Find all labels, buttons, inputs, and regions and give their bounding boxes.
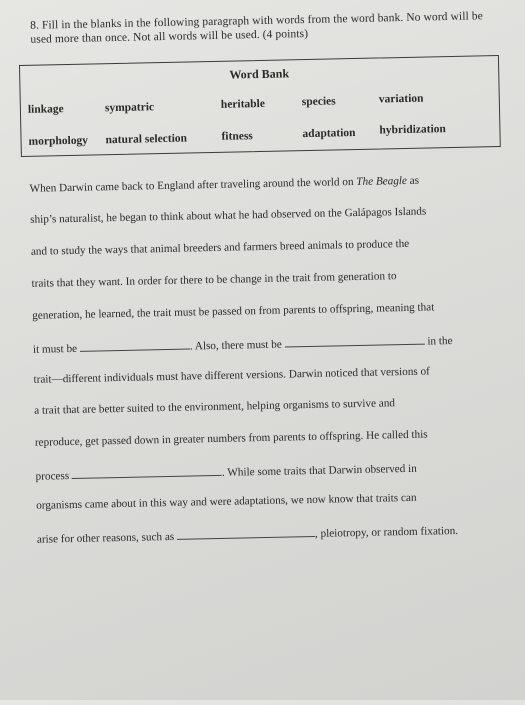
passage-line: generation, he learned, the trait must be passed on from parents to offspring, meaning that xyxy=(32,301,435,322)
word-bank-word: variation xyxy=(378,92,424,106)
answer-blank-4[interactable] xyxy=(177,526,315,540)
passage xyxy=(29,173,504,546)
passage-text: . Also, there must be xyxy=(189,338,285,353)
passage-line: trait—different individuals must have different versions. Darwin noticed that versions of xyxy=(33,365,430,386)
answer-blank-1[interactable] xyxy=(80,339,190,352)
passage-text: as xyxy=(406,174,420,187)
word-bank-word: natural selection xyxy=(105,132,188,147)
passage-line xyxy=(29,175,419,195)
passage-line: reproduce, get passed down in greater numbers from parents to offspring. He called this xyxy=(34,428,428,449)
passage-line xyxy=(33,333,453,356)
ship-name: The Beagle xyxy=(356,174,408,188)
passage-line xyxy=(37,523,458,546)
passage-text: . While some traits that Darwin observed in xyxy=(221,462,417,479)
passage-line: ship’s naturalist, he began to think about what he had observed on the Galápagos Islands xyxy=(30,205,427,226)
word-bank-box xyxy=(19,55,501,157)
passage-text: arise for other reasons, such as xyxy=(36,530,178,546)
word-bank-word: hybridization xyxy=(379,123,447,137)
passage-line: traits that they want. In order for there to be change in the trait from generation to xyxy=(31,270,397,290)
word-bank-word: morphology xyxy=(28,134,89,148)
passage-text: , pleiotropy, or random fixation. xyxy=(314,524,459,540)
passage-text: it must be xyxy=(32,342,80,356)
passage-line: and to study the ways that animal breeders and farmers breed animals to produce the xyxy=(30,237,410,258)
passage-text: process xyxy=(35,470,73,483)
passage-text: When Darwin came back to England after traveling around the world on xyxy=(29,175,357,195)
passage-line: a trait that are better suited to the environment, helping organisms to survive and xyxy=(34,397,396,417)
question-prompt: 8. Fill in the blanks in the following paragraph with words from the word bank. No word will be used more than once. Not all words will be used. (4 points) xyxy=(30,10,484,46)
word-bank-word: species xyxy=(301,95,336,109)
passage-line: organisms came about in this way and were adaptations, we now know that traits can xyxy=(36,491,417,512)
word-bank-word: adaptation xyxy=(302,127,356,141)
word-bank-word: sympatric xyxy=(104,101,155,115)
answer-blank-2[interactable] xyxy=(284,334,424,348)
answer-blank-3[interactable] xyxy=(72,465,222,479)
word-bank-word: linkage xyxy=(27,103,64,116)
passage-text: in the xyxy=(424,335,453,348)
passage-line xyxy=(35,461,416,483)
word-bank-title: Word Bank xyxy=(229,66,290,82)
word-bank-word: fitness xyxy=(221,130,253,143)
word-bank-word: heritable xyxy=(220,97,266,111)
